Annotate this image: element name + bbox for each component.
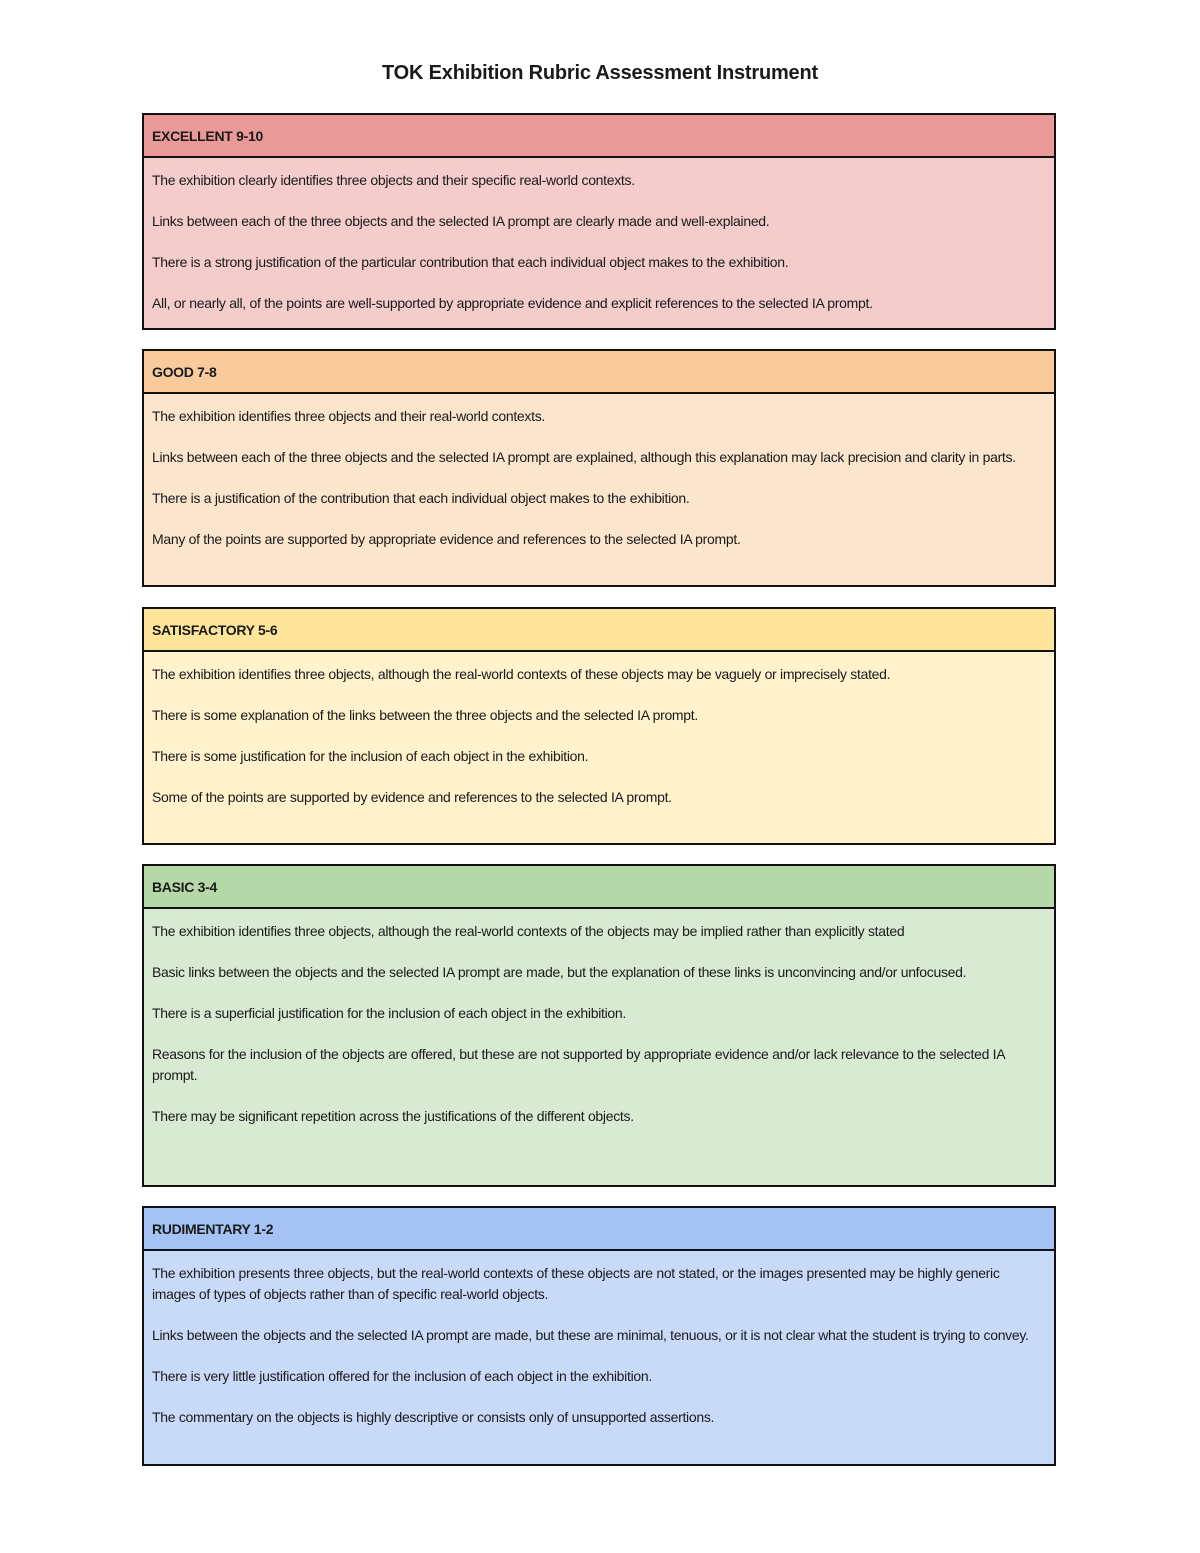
rubric-band-excellent <box>142 113 1056 330</box>
rubric-band-satisfactory <box>142 607 1056 845</box>
page-title: TOK Exhibition Rubric Assessment Instrument <box>382 62 818 84</box>
band-body <box>144 158 1054 322</box>
band-body <box>144 909 1054 1135</box>
criterion-text: Links between each of the three objects and the selected IA prompt are clearly made and well-explained. <box>152 213 770 229</box>
criterion-text: Reasons for the inclusion of the objects are offered, but these are not supported by appropriate evidence and/or lack relevance to the selected IA prompt. <box>152 1046 1005 1083</box>
criterion-text: Basic links between the objects and the selected IA prompt are made, but the explanation of these links is unconvincing and/or unfocused. <box>152 964 967 980</box>
band-heading: RUDIMENTARY 1-2 <box>144 1208 1054 1251</box>
criterion-text: The exhibition clearly identifies three objects and their specific real-world contexts. <box>152 172 635 188</box>
band-heading: BASIC 3-4 <box>144 866 1054 909</box>
criterion-text: There is a justification of the contribution that each individual object makes to the exhibition. <box>152 490 690 506</box>
criterion-text: There is a strong justification of the particular contribution that each individual object makes to the exhibition. <box>152 254 789 270</box>
criterion-text: The exhibition identifies three objects, although the real-world contexts of these objects may be vaguely or imprecisely stated. <box>152 666 891 682</box>
criterion-text: The exhibition identifies three objects, although the real-world contexts of the objects may be implied rather than explicitly stated <box>152 923 905 939</box>
band-body <box>144 394 1054 558</box>
rubric-band-good <box>142 349 1056 587</box>
band-heading: GOOD 7-8 <box>144 351 1054 394</box>
criterion-text: There may be significant repetition across the justifications of the different objects. <box>152 1108 634 1124</box>
criterion-text: Some of the points are supported by evidence and references to the selected IA prompt. <box>152 789 672 805</box>
criterion-text: There is some justification for the inclusion of each object in the exhibition. <box>152 748 589 764</box>
criterion-text: Many of the points are supported by appropriate evidence and references to the selected IA prompt. <box>152 531 741 547</box>
criterion-text: The commentary on the objects is highly descriptive or consists only of unsupported assertions. <box>152 1409 715 1425</box>
criterion-text: The exhibition presents three objects, but the real-world contexts of these objects are not stated, or the images presented may be highly generic images of types of objects rather than of specific real-world objects. <box>152 1265 1000 1302</box>
criterion-text: Links between each of the three objects and the selected IA prompt are explained, although this explanation may lack precision and clarity in parts. <box>152 449 1016 465</box>
band-body <box>144 652 1054 816</box>
band-heading: EXCELLENT 9-10 <box>144 115 1054 158</box>
criterion-text: All, or nearly all, of the points are well-supported by appropriate evidence and explicit references to the selected IA prompt. <box>152 295 873 311</box>
band-heading: SATISFACTORY 5-6 <box>144 609 1054 652</box>
rubric-band-rudimentary <box>142 1206 1056 1466</box>
criterion-text: There is some explanation of the links between the three objects and the selected IA prompt. <box>152 707 698 723</box>
rubric-band-basic <box>142 864 1056 1187</box>
criterion-text: There is a superficial justification for the inclusion of each object in the exhibition. <box>152 1005 626 1021</box>
band-body <box>144 1251 1054 1436</box>
criterion-text: There is very little justification offered for the inclusion of each object in the exhibition. <box>152 1368 652 1384</box>
criterion-text: The exhibition identifies three objects and their real-world contexts. <box>152 408 545 424</box>
criterion-text: Links between the objects and the selected IA prompt are made, but these are minimal, tenuous, or it is not clear what the student is trying to convey. <box>152 1327 1029 1343</box>
